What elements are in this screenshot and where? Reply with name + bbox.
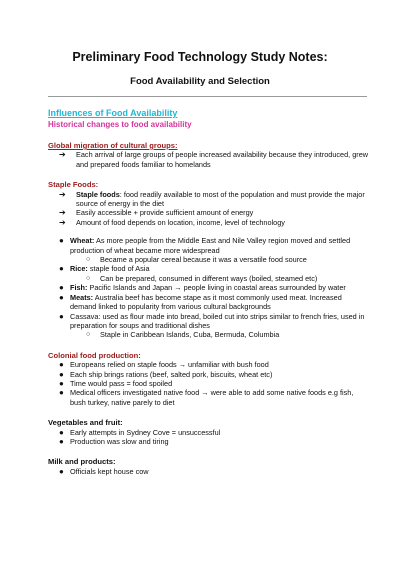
dot-bullet-icon: ● xyxy=(59,369,64,379)
notes-body xyxy=(48,108,370,476)
heading-migration: Global migration of cultural groups: xyxy=(48,141,178,150)
list-item xyxy=(48,255,370,264)
circle-bullet-icon: ○ xyxy=(86,274,91,282)
list-item xyxy=(48,437,370,446)
list-item xyxy=(48,264,370,273)
list-item xyxy=(48,330,370,339)
dot-bullet-icon: ● xyxy=(59,427,64,437)
term-label: Meats: xyxy=(70,292,94,302)
dot-bullet-icon: ● xyxy=(59,264,64,274)
arrow-bullet-icon: ➔ xyxy=(59,189,66,199)
term-label: Staple foods xyxy=(76,189,120,199)
arrow-bullet-icon: ➔ xyxy=(59,208,66,218)
list-item-text: Amount of food depends on location, income, level of technology xyxy=(76,217,285,227)
list-item xyxy=(48,388,370,407)
dot-bullet-icon: ● xyxy=(59,283,64,293)
list-item xyxy=(48,428,370,437)
dot-bullet-icon: ● xyxy=(59,236,64,246)
list-item-text: Pacific Islands and Japan → people living in coastal areas surrounded by water xyxy=(87,283,346,293)
list-item-text: Production was slow and tiring xyxy=(70,436,169,446)
heading-colonial: Colonial food production: xyxy=(48,350,141,360)
list-item xyxy=(48,283,370,292)
list-item xyxy=(48,190,370,209)
dot-bullet-icon: ● xyxy=(59,436,64,446)
list-item-text: : food readily available to most of the population and must provide the major source of energy in the diet xyxy=(76,189,365,209)
list-item-text: Time would pass = food spoiled xyxy=(70,378,173,388)
list-item-text: Cassava: used as flour made into bread, boiled cut into strips similar to french fries, used in preparation for soups and traditional dishes xyxy=(70,311,365,330)
term-label: Rice: xyxy=(70,264,88,274)
list-item-text: Europeans relied on staple foods → unfamiliar with bush food xyxy=(70,360,269,370)
list-item-text: Can be prepared, consumed in different ways (boiled, steamed etc) xyxy=(100,273,318,283)
list-item-text: Officials kept house cow xyxy=(70,466,149,476)
title-divider xyxy=(48,96,367,97)
list-item-text: Became a popular cereal because it was a versatile food source xyxy=(100,255,307,265)
list-item xyxy=(48,236,370,255)
list-item xyxy=(48,150,370,169)
heading-milk: Milk and products: xyxy=(48,457,116,467)
list-item xyxy=(48,274,370,283)
document-subtitle: Food Availability and Selection xyxy=(130,76,270,87)
dot-bullet-icon: ● xyxy=(59,311,64,321)
list-item xyxy=(48,370,370,379)
dot-bullet-icon: ● xyxy=(59,292,64,302)
list-item-text: Each ship brings rations (beef, salted pork, biscuits, wheat etc) xyxy=(70,369,273,379)
document-title: Preliminary Food Technology Study Notes: xyxy=(72,50,328,64)
dot-bullet-icon: ● xyxy=(59,378,64,388)
list-item-text: Easily accessible + provide sufficient amount of energy xyxy=(76,208,254,218)
term-label: Fish: xyxy=(70,283,88,293)
list-item xyxy=(48,467,370,476)
list-item xyxy=(48,208,370,217)
dot-bullet-icon: ● xyxy=(59,388,64,398)
heading-vegetables: Vegetables and fruit: xyxy=(48,418,123,428)
dot-bullet-icon: ● xyxy=(59,466,64,476)
list-item xyxy=(48,312,370,331)
term-label: Wheat: xyxy=(70,236,95,246)
list-item xyxy=(48,360,370,369)
circle-bullet-icon: ○ xyxy=(86,331,91,339)
list-item xyxy=(48,379,370,388)
list-item-text: staple food of Asia xyxy=(87,264,150,274)
circle-bullet-icon: ○ xyxy=(86,256,91,264)
list-item xyxy=(48,293,370,312)
arrow-bullet-icon: ➔ xyxy=(59,217,66,227)
heading-staple-foods: Staple Foods: xyxy=(48,180,99,190)
list-item-text: Australia beef has become stape as it most commonly used meat. Increased demand linked to popularity from various cultural backgrounds xyxy=(70,292,342,312)
list-item-text: Each arrival of large groups of people increased availability because they introduced, grew and prepared foods familiar to homelands xyxy=(76,150,369,169)
list-item-text: As more people from the Middle East and Nile Valley region moved and settled production of wheat became more widespread xyxy=(70,236,351,255)
list-item xyxy=(48,218,370,227)
arrow-bullet-icon: ➔ xyxy=(59,150,66,160)
subheading-historical: Historical changes to food availability xyxy=(48,120,192,129)
list-item-text: Medical officers investigated native food → were able to add some native foods e.g fish, bush turkey, native parely to diet xyxy=(70,388,354,407)
list-item-text: Early attempts in Sydney Cove = unsuccessful xyxy=(70,427,221,437)
dot-bullet-icon: ● xyxy=(59,360,64,370)
list-item-text: Staple in Caribbean Islands, Cuba, Bermuda, Columbia xyxy=(100,330,280,340)
section-heading-influences: Influences of Food Availability xyxy=(48,108,178,118)
